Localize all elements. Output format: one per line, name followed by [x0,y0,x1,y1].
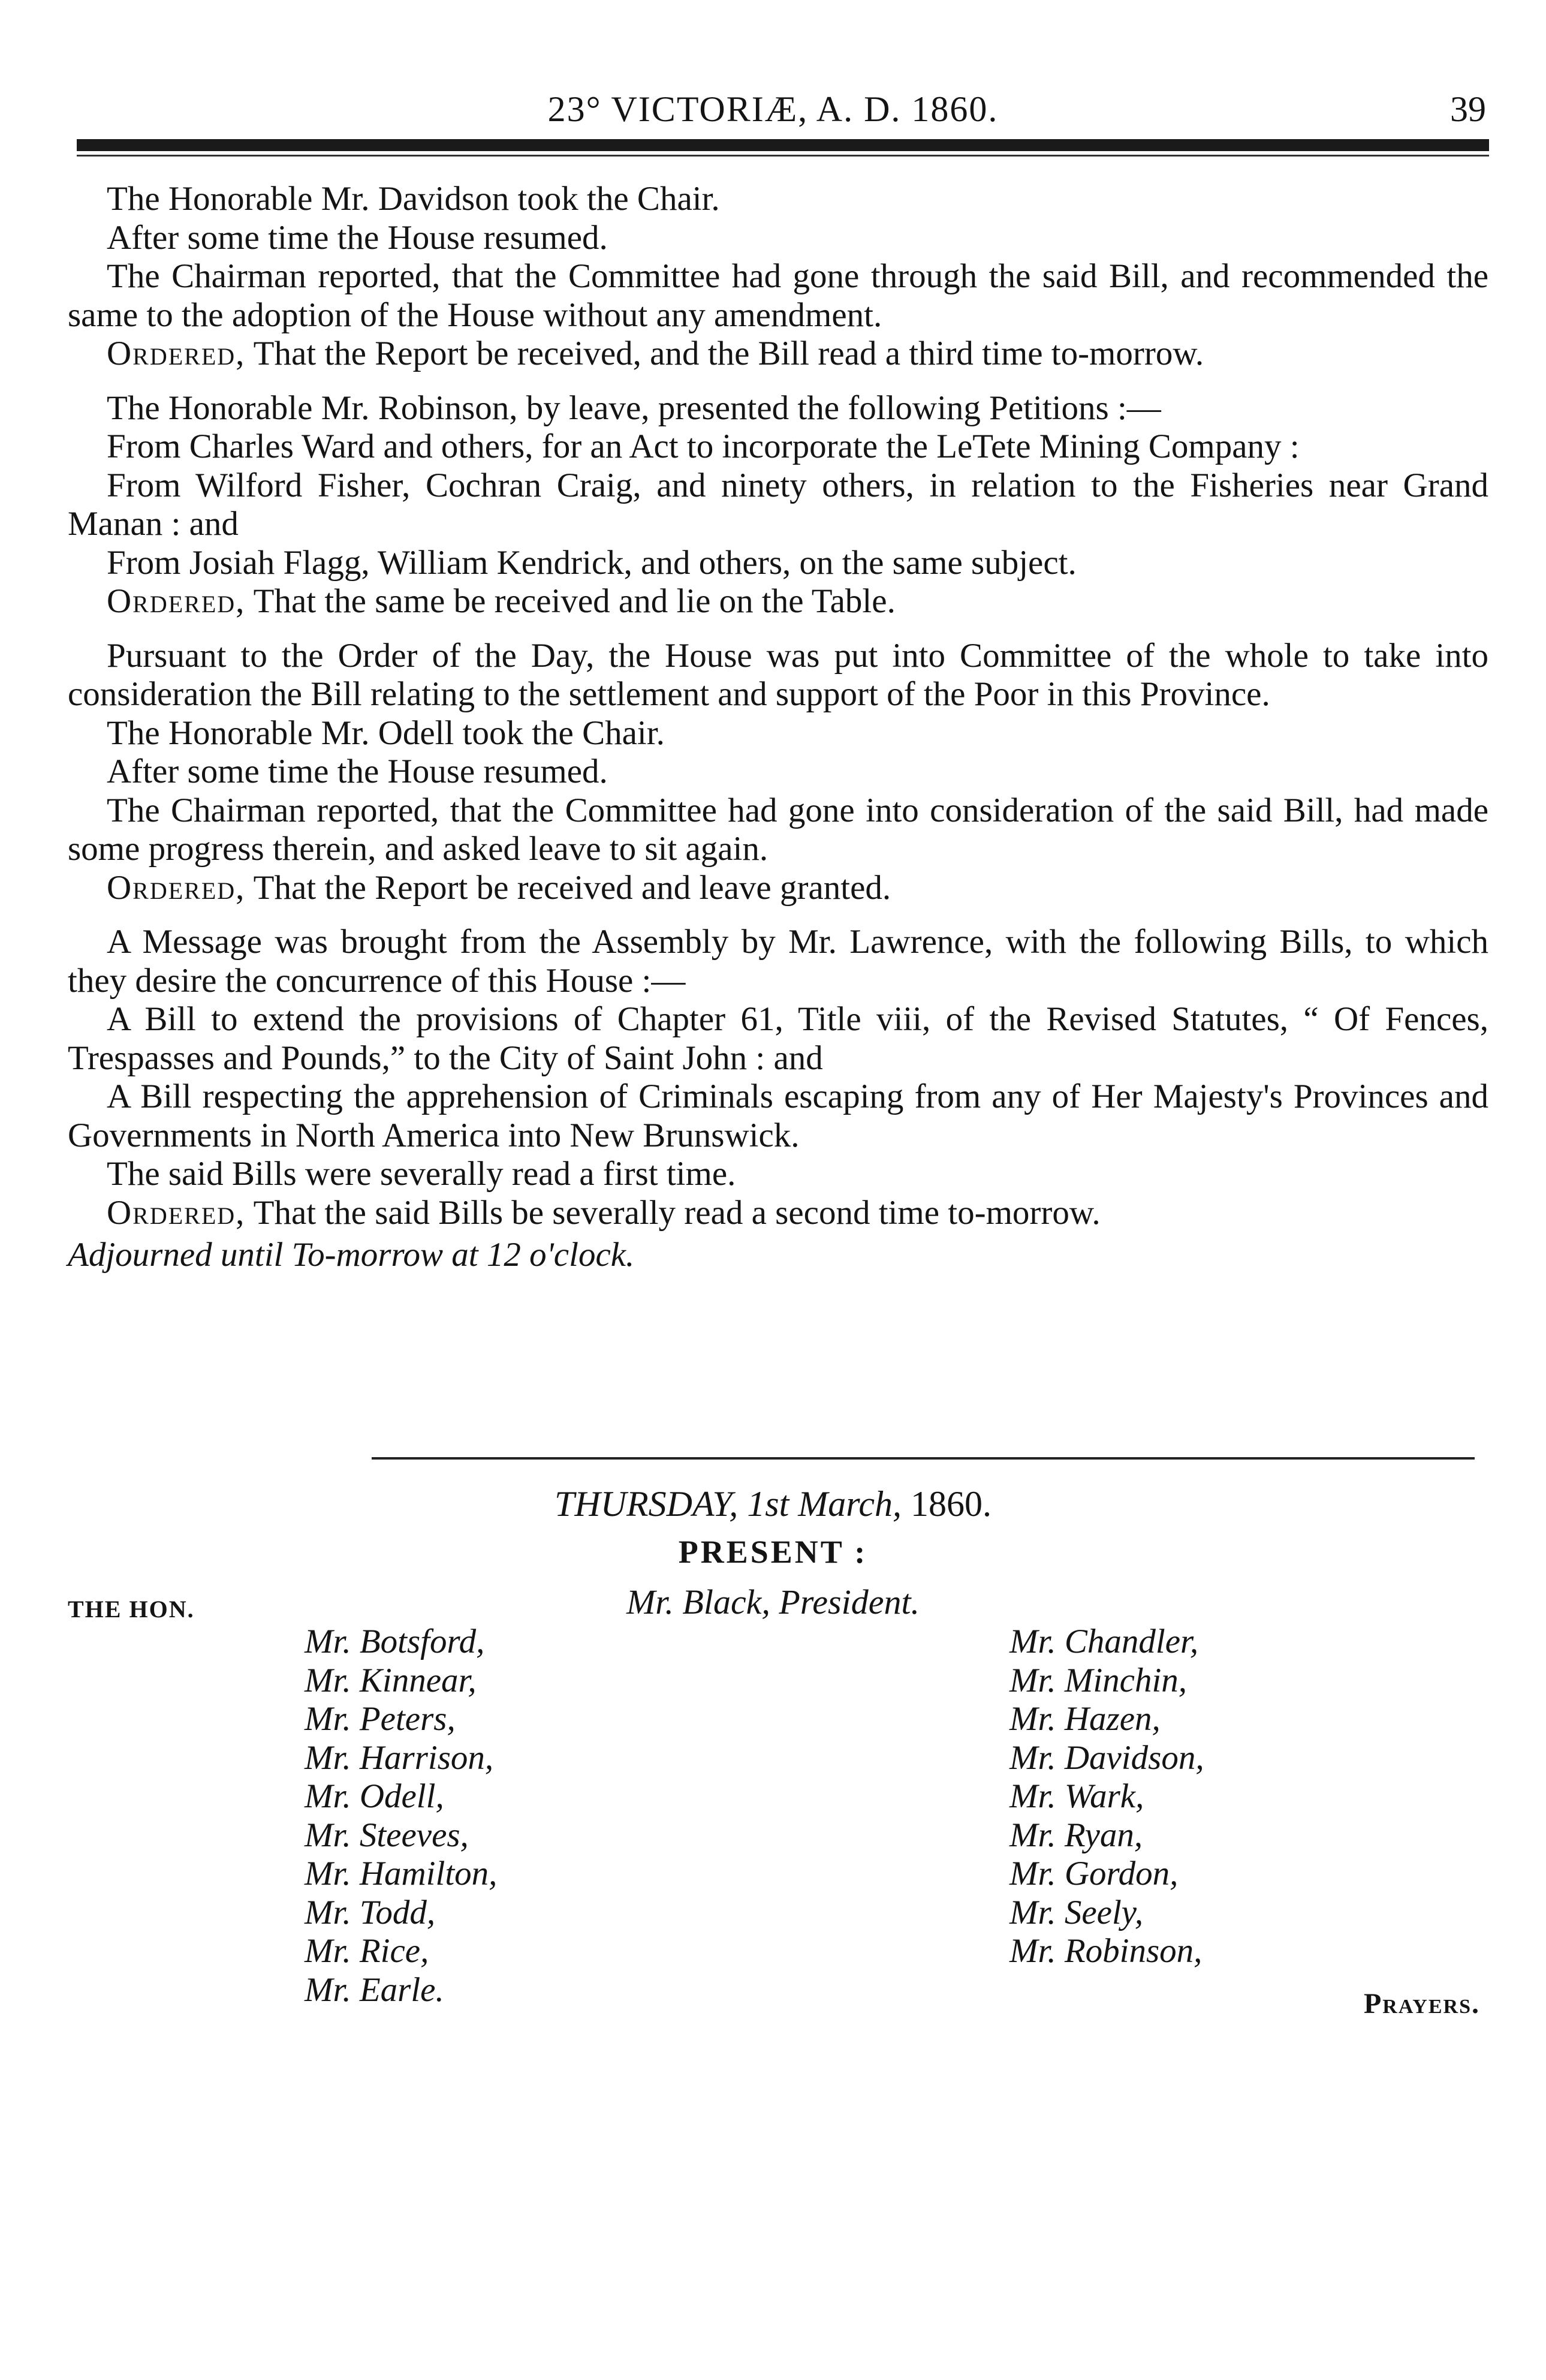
member-name: Mr. Todd, [305,1893,436,1931]
order-paragraph: Ordered, That the Report be received, and the Bill read a third time to-morrow. [107,335,1204,372]
paragraph: From Wilford Fisher, Cochran Craig, and ninety others, in relation to the Fisheries near Grand Manan : and [68,466,1488,543]
member-name: Mr. Chandler, [1009,1623,1199,1660]
paragraph: The Chairman reported, that the Committee had gone through the said Bill, and recommended the same to the adoption of the House without any amendment. [68,257,1488,334]
prayers-note: Prayers. [1363,1988,1480,2020]
running-title: 23° VICTORIÆ, A. D. 1860. [547,89,999,129]
paragraph: The Honorable Mr. Davidson took the Chair. [107,180,720,218]
order-paragraph: Ordered, That the Report be received and leave granted. [107,868,891,907]
member-name: Mr. Harrison, [305,1738,494,1777]
ordered-label: Ordered, [107,582,246,620]
paragraph: From Josiah Flagg, William Kendrick, and others, on the same subject. [107,543,1077,582]
day-month: 1st March, [747,1484,902,1524]
paragraph: After some time the House resumed. [107,753,608,790]
ordered-label: Ordered, [107,868,246,907]
paragraph: From Charles Ward and others, for an Act to incorporate the LeTete Mining Company : [107,428,1300,465]
members-left-column [305,1623,497,2009]
president-line: Mr. Black, President. [626,1582,920,1621]
session-date [0,1480,1546,1528]
paragraph: The said Bills were severally read a first time. [107,1155,736,1193]
member-name: Mr. Robinson, [1009,1932,1203,1970]
order-paragraph: Ordered, That the same be received and lie on the Table. [107,582,896,620]
year: 1860. [910,1484,992,1524]
member-name: Mr. Odell, [305,1777,444,1815]
weekday: THURSDAY, [554,1484,739,1524]
paragraph: A Bill respecting the apprehension of Criminals escaping from any of Her Majesty's Provinces and Governments in North America into New Brunswick. [68,1078,1488,1154]
member-name: Mr. Kinnear, [305,1661,477,1699]
member-name: Mr. Earle. [305,1970,444,2009]
section-divider [372,1457,1475,1460]
paragraph: The Honorable Mr. Robinson, by leave, presented the following Petitions :— [107,389,1161,427]
page-number: 39 [1450,89,1486,129]
paragraph: A Message was brought from the Assembly by Mr. Lawrence, with the following Bills, to which they desire the concurrence of this House :— [68,923,1488,1000]
member-name: Mr. Hazen, [1009,1700,1161,1738]
member-name: Mr. Hamilton, [305,1855,498,1892]
present-heading: PRESENT : [678,1534,868,1570]
member-name: Mr. Minchin, [1009,1661,1188,1699]
member-name: Mr. Gordon, [1009,1855,1179,1892]
member-name: Mr. Davidson, [1009,1738,1204,1777]
member-name: Mr. Wark, [1009,1777,1144,1815]
member-name: Mr. Botsford, [305,1623,485,1660]
paragraph: After some time the House resumed. [107,218,608,257]
ordered-label: Ordered, [107,335,246,372]
header-rule-thick [77,139,1489,151]
members-right-column [1009,1623,1204,1971]
member-name: Mr. Seely, [1009,1893,1144,1931]
adjournment-line: Adjourned until To-morrow at 12 o'clock. [68,1236,635,1274]
paragraph: The Honorable Mr. Odell took the Chair. [107,714,665,752]
proceedings-body [68,180,1488,1275]
ordered-label: Ordered, [107,1193,246,1232]
member-name: Mr. Steeves, [305,1816,469,1854]
paragraph: Pursuant to the Order of the Day, the House was put into Committee of the whole to take into consideration the Bill relating to the settlement and support of the Poor in this Province. [68,636,1488,713]
member-name: Mr. Rice, [305,1932,429,1970]
paragraph: The Chairman reported, that the Committee had gone into consideration of the said Bill, had made some progress therein, and asked leave to sit again. [68,791,1488,868]
paragraph: A Bill to extend the provisions of Chapter 61, Title viii, of the Revised Statutes, “ Of Fences, Trespasses and Pounds,” to the City of Saint John : and [68,1000,1488,1077]
order-paragraph: Ordered, That the said Bills be severally read a second time to-morrow. [107,1193,1101,1232]
member-name: Mr. Peters, [305,1700,456,1738]
running-head [0,85,1546,133]
the-hon-label: THE HON. [68,1596,195,1623]
header-rule-thin [77,155,1489,157]
member-name: Mr. Ryan, [1009,1816,1143,1854]
